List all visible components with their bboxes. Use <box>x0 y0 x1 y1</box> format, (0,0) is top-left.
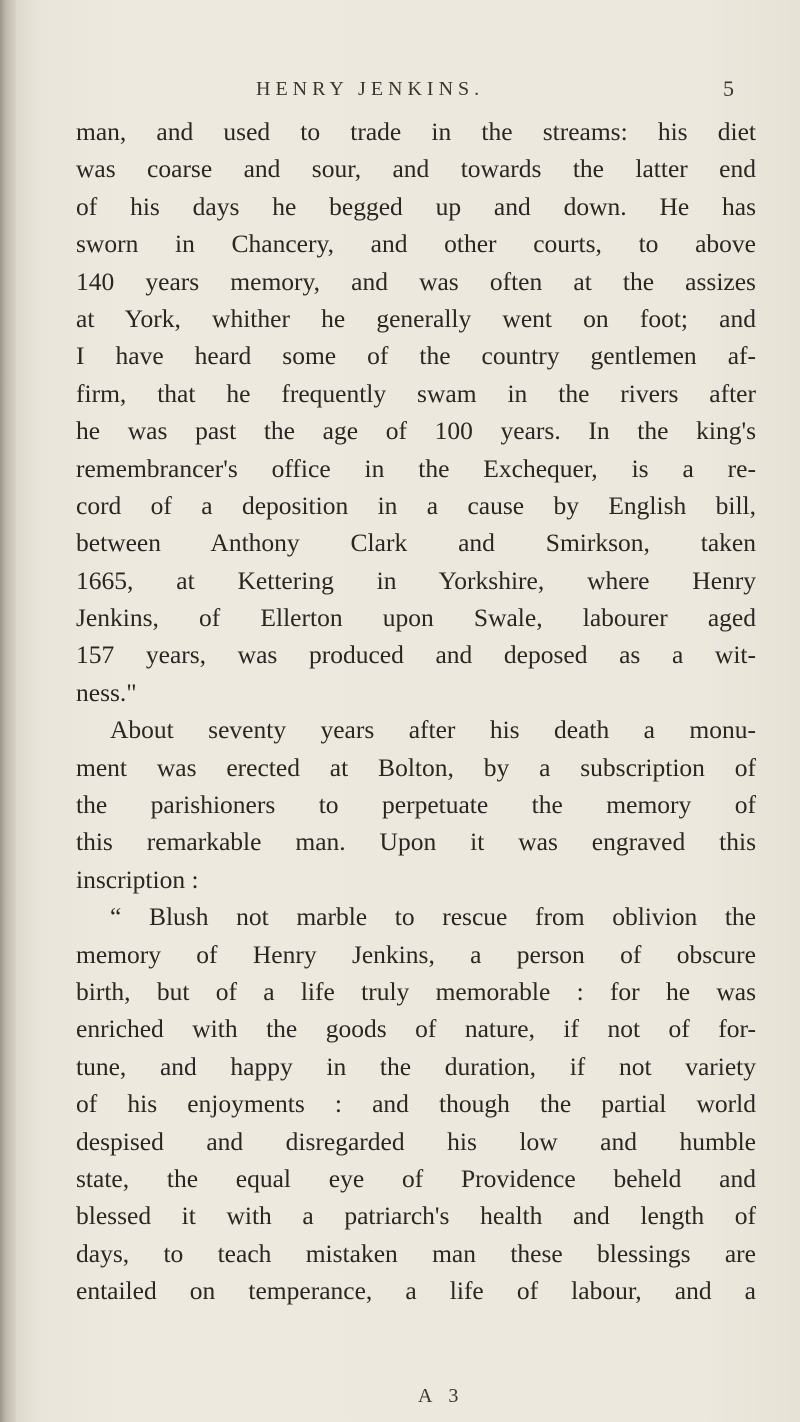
text-line: was coarse and sour, and towards the latter end <box>76 154 756 184</box>
text-line: ment was erected at Bolton, by a subscription of <box>76 752 756 782</box>
text-line: tune, and happy in the duration, if not variety <box>76 1051 756 1081</box>
text-line: state, the equal eye of Providence beheld and <box>76 1163 756 1193</box>
text-line: remembrancer's office in the Exchequer, is a re- <box>76 453 756 483</box>
text-line: inscription : <box>76 864 199 894</box>
text-line: he was past the age of 100 years. In the king's <box>76 416 756 446</box>
text-line: About seventy years after his death a monu- <box>110 715 756 745</box>
text-line: cord of a deposition in a cause by English bill, <box>76 490 756 520</box>
text-line: days, to teach mistaken man these blessings are <box>76 1238 756 1268</box>
text-line: Jenkins, of Ellerton upon Swale, labourer aged <box>76 603 756 633</box>
text-line: firm, that he frequently swam in the rivers after <box>76 378 756 408</box>
running-title: HENRY JENKINS. <box>256 78 485 100</box>
text-line: 140 years memory, and was often at the assizes <box>76 266 756 296</box>
text-line: despised and disregarded his low and humble <box>76 1126 756 1156</box>
body-text <box>76 113 756 1310</box>
page-binding-edge <box>0 0 16 1422</box>
running-head <box>100 78 740 108</box>
text-line: sworn in Chancery, and other courts, to above <box>76 229 756 259</box>
text-line: at York, whither he generally went on foot; and <box>76 303 756 333</box>
text-line: “ Blush not marble to rescue from oblivion the <box>110 902 756 932</box>
text-line: this remarkable man. Upon it was engraved this <box>76 827 756 857</box>
text-line: of his enjoyments : and though the partial world <box>76 1089 756 1119</box>
text-line: of his days he begged up and down. He has <box>76 191 756 221</box>
text-line: between Anthony Clark and Smirkson, taken <box>76 528 756 558</box>
text-line: 1665, at Kettering in Yorkshire, where Henry <box>76 565 756 595</box>
text-line: memory of Henry Jenkins, a person of obscure <box>76 939 756 969</box>
text-line: blessed it with a patriarch's health and length of <box>76 1201 756 1231</box>
text-line: 157 years, was produced and deposed as a wit- <box>76 640 756 670</box>
page-number: 5 <box>723 76 734 101</box>
text-line: birth, but of a life truly memorable : for he was <box>76 976 756 1006</box>
text-line: entailed on temperance, a life of labour, and a <box>76 1276 756 1306</box>
text-line: enriched with the goods of nature, if not of for- <box>76 1014 756 1044</box>
text-line: the parishioners to perpetuate the memory of <box>76 790 756 820</box>
text-line: man, and used to trade in the streams: his diet <box>76 117 756 146</box>
signature-mark: A 3 <box>418 1385 465 1407</box>
text-line: I have heard some of the country gentlemen af- <box>76 341 756 371</box>
text-line: ness." <box>76 677 137 707</box>
